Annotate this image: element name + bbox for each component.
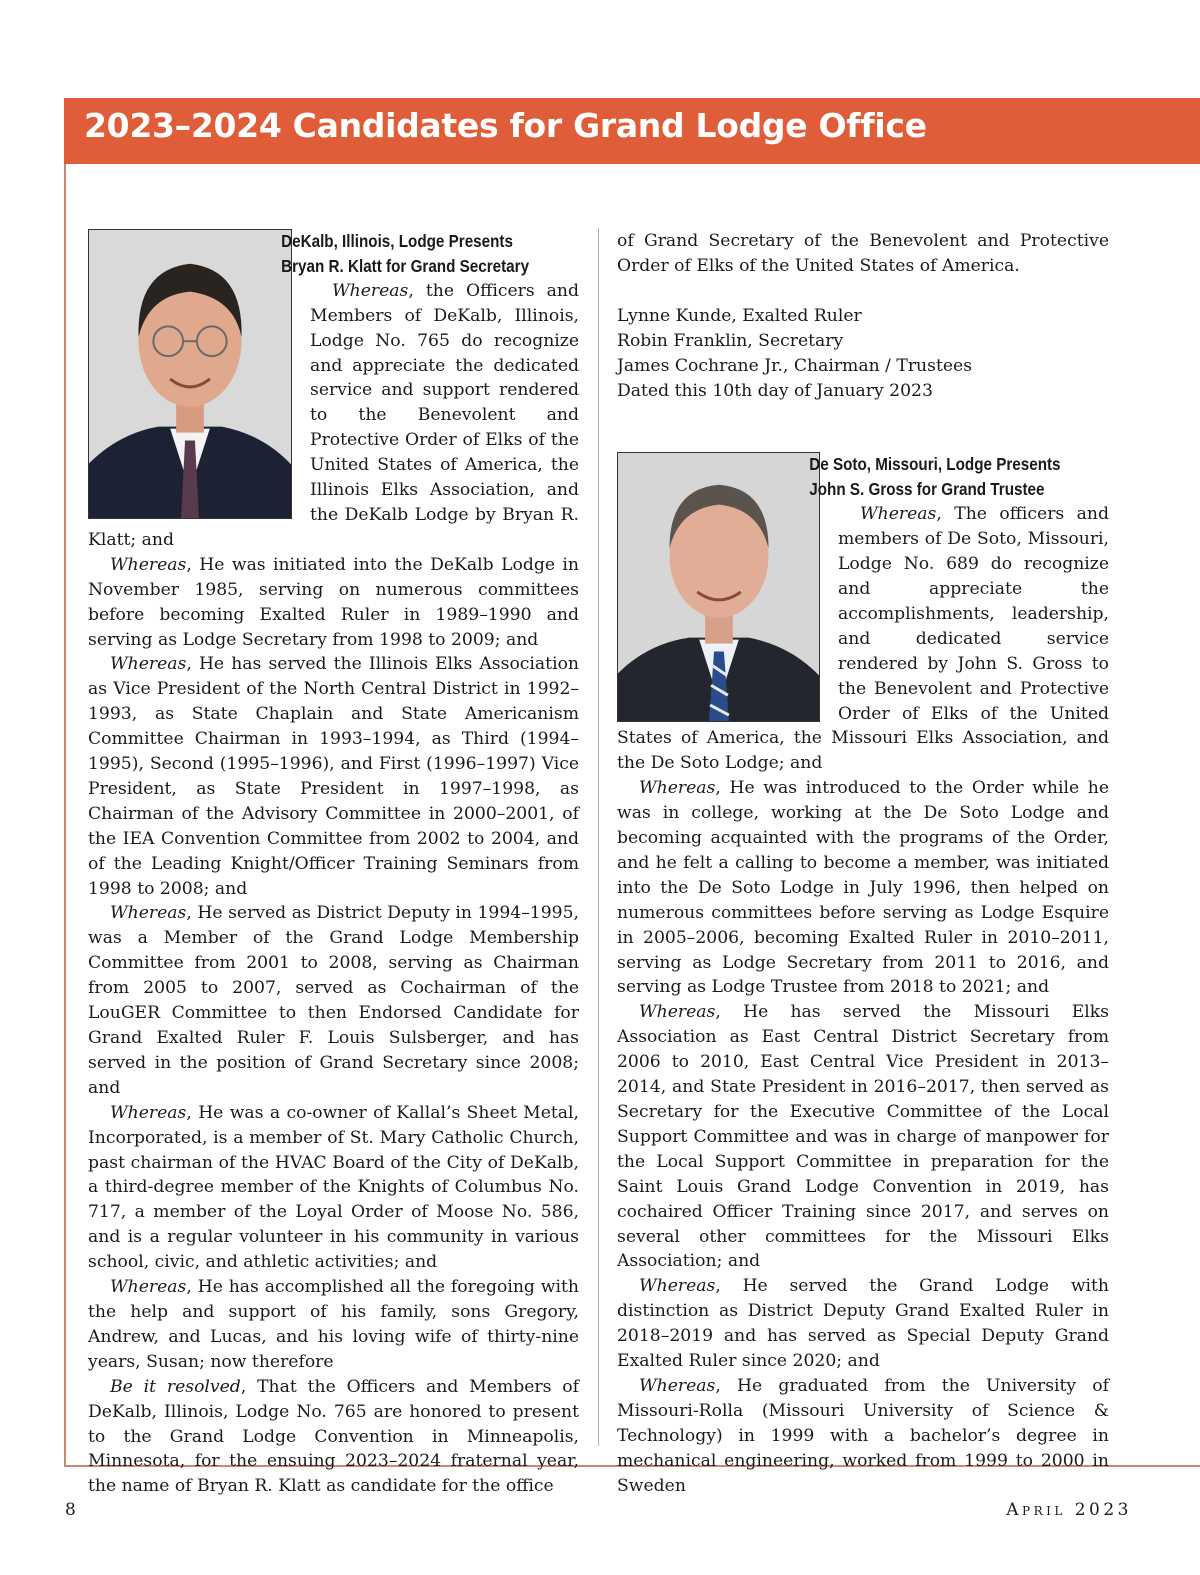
signature-line: Dated this 10th day of January 2023 [617,380,933,401]
paragraph-text: , That the Officers and Members of DeKalb, Illinois, Lodge No. 765 are honored to present to the Grand Lodge Convention in Minneapolis, Minnesota, for the ensuing 2023–2024 fraternal year, the name of Bryan R. Klatt as candidate for the office [88,1376,579,1497]
paragraph-text: , He was initiated into the DeKalb Lodge in November 1985, serving on numerous committees before becoming Exalted Ruler in 1989–1990 and serving as Lodge Secretary from 1998 to 2009; and [88,554,579,650]
signature-line: Robin Franklin, Secretary [617,330,844,351]
whereas-lead: Whereas [639,778,716,799]
paragraph [88,553,579,653]
page-title: 2023–2024 Candidates for Grand Lodge Office [84,106,927,145]
paragraph [617,1000,1109,1274]
paragraph-text: , He served the Grand Lodge with distinction as District Deputy Grand Exalted Ruler in 2018–2019 and has served as Special Deputy Grand Exalted Ruler since 2020; and [617,1276,1109,1372]
paragraph [88,901,579,1100]
article2-headline-line2: John S. Gross for Grand Trustee [809,479,1045,500]
paragraph-text: , He served as District Deputy in 1994–1995, was a Member of the Grand Lodge Membership Committee from 2001 to 2008, serving as Chairman from 2005 to 2007, served as Cochairman of the LouGER Committee to then Endorsed Candidate for Grand Exalted Ruler F. Louis Sulsberger, and has served in the position of Grand Secretary since 2008; and [88,903,579,1098]
whereas-lead: Whereas [639,1002,716,1023]
paragraph-text: , He has served the Illinois Elks Association as Vice President of the North Central District in 1992–1993, as State Chaplain and State Americanism Committee Chairman in 1993–1994, as Third (1994–1995), Second (1995–1996), and First (1996–1997) Vice President, as State President in 1997–1998, as Chairman of the Advisory Committee in 2000–2001, of the IEA Convention Committee from 2002 to 2004, and of the Leading Knight/Officer Training Seminars from 1998 to 2008; and [88,654,579,899]
paragraph-text: , the Officers and Members of DeKalb, Illinois, Lodge No. 765 do recognize and appreciate the dedicated service and support rendered to the Benevolent and Protective Order of Elks of the United States of America, the Illinois Elks Association, and the DeKalb Lodge by Bryan R. Klatt; and [88,280,579,550]
whereas-lead: Whereas [110,1277,187,1298]
paragraph-text: , He has accomplished all the foregoing with the help and support of his family, sons Gregory, Andrew, and Lucas, and his loving wife of thirty-nine years, Susan; now therefore [88,1277,579,1372]
frame-left-rule [64,164,66,1466]
paragraph-text: , The officers and members of De Soto, Missouri, Lodge No. 689 do recognize and appreciate the accomplishments, leadership, and dedicated service rendered by John S. Gross to the Benevolent and Protective Order of Elks of the United States of America, the Missouri Elks Association, and the De Soto Lodge; and [617,504,1109,774]
paragraph [617,776,1109,1000]
paragraph [617,1374,1109,1499]
resolved-lead: Be it resolved [110,1376,241,1397]
paragraph [88,1101,579,1275]
article2-headline-line1: De Soto, Missouri, Lodge Presents [809,454,1061,475]
whereas-lead: Whereas [639,1375,716,1396]
paragraph-text: , He graduated from the University of Missouri-Rolla (Missouri University of Science & Technology) in 1999 with a bachelor’s degree in mechanical engineering, worked from 1999 to 2000 in Sweden [617,1375,1109,1496]
paragraph-text: , He was a co-owner of Kallal’s Sheet Metal, Incorporated, is a member of St. Mary Catholic Church, past chairman of the HVAC Board of the City of DeKalb, a third-degree member of the Knights of Columbus No. 717, a member of the Loyal Order of Moose No. 586, and is a regular volunteer in his community in various school, civic, and athletic activities; and [88,1102,579,1273]
whereas-lead: Whereas [110,554,187,575]
column-divider [598,228,599,1446]
right-column [617,229,1109,1499]
whereas-lead: Whereas [639,1276,716,1297]
continuation-text: of Grand Secretary of the Benevolent and Protective Order of Elks of the United States of America. [617,231,1109,276]
section-spacer [617,403,1109,452]
paragraph-text: , He has served the Missouri Elks Association as East Central District Secretary from 2006 to 2010, East Central Vice President in 2013–2014, and State President in 2016–2017, then served as Secretary for the Executive Committee of the Local Support Committee and was in charge of manpower for the Local Support Committee in preparation for the Saint Louis Grand Lodge Convention in 2019, has cochaired Officer Training since 2017, and serves on several other committees for the Missouri Elks Association; and [617,1002,1109,1272]
signature-line: Lynne Kunde, Exalted Ruler [617,305,862,326]
whereas-lead: Whereas [110,654,187,675]
whereas-lead: Whereas [110,1102,187,1123]
paragraph [617,1274,1109,1374]
issue-date: April 2023 [1006,1500,1132,1520]
paragraph [88,1275,579,1375]
section-banner [64,98,1200,164]
whereas-lead: Whereas [332,280,409,301]
paragraph [88,652,579,901]
article1-headline-line2: Bryan R. Klatt for Grand Secretary [281,255,530,276]
article1-headline-line1: DeKalb, Illinois, Lodge Presents [281,231,513,251]
paragraph-text: , He was introduced to the Order while he was in college, working at the De Soto Lodge and becoming acquainted with the programs of the Order, and he felt a calling to become a member, was initiated into the De Soto Lodge in July 1996, then helped on numerous committees before serving as Lodge Esquire in 2005–2006, becoming Exalted Ruler in 2010–2011, serving as Lodge Secretary from 2011 to 2016, and serving as Lodge Trustee from 2018 to 2021; and [617,778,1109,998]
signature-line: James Cochrane Jr., Chairman / Trustees [617,355,973,376]
page-number: 8 [65,1500,76,1520]
whereas-lead: Whereas [860,504,937,525]
left-column [88,229,579,1499]
paragraph [88,1375,579,1500]
whereas-lead: Whereas [110,903,187,924]
